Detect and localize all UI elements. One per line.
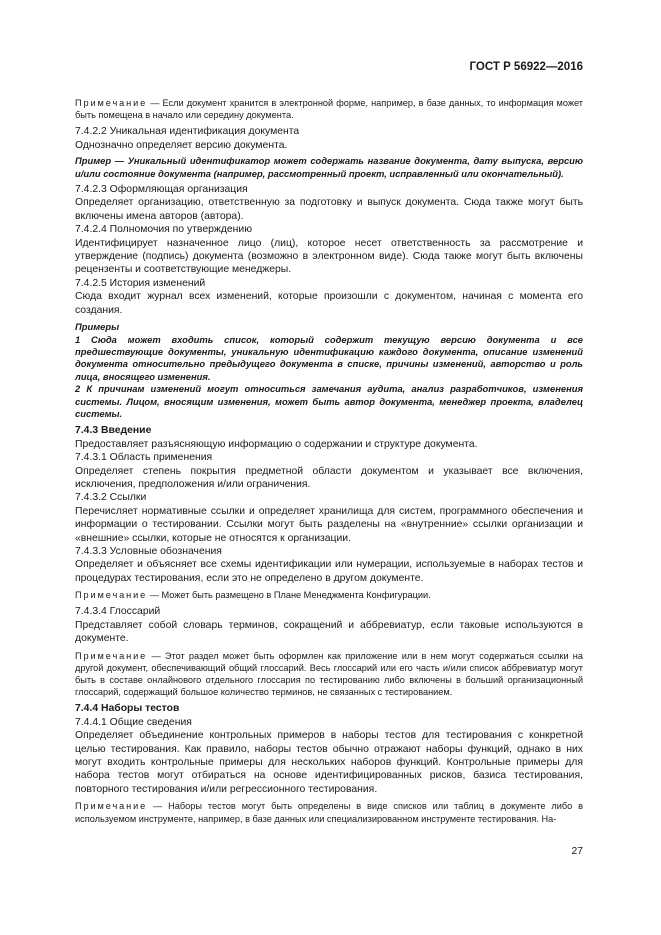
note-label: Примечание bbox=[75, 98, 148, 108]
paragraph: Определяет и объясняет все схемы идентификации или нумерации, используемые в наборах тестов и процедурах тестирования, если это не определено в другом документе. bbox=[75, 559, 583, 584]
note-text: — Если документ хранится в электронной форме, например, в базе данных, то информация может быть помещена в начало или середину документа. bbox=[75, 98, 583, 121]
paragraph: Определяет степень покрытия предметной области документом и указывает все включения, исключения, предположения и/или ограничения. bbox=[75, 465, 583, 490]
paragraph: Идентифицирует назначенное лицо (лиц), которое несет ответственность за рассмотрение и утверждение (подпись) документа (возможно в электронном виде). Сюда также могут быть включены рецензенты и соответствующие менеджеры. bbox=[75, 237, 583, 276]
examples-title: Примеры bbox=[75, 321, 120, 333]
paragraph: Определяет организацию, ответственную за подготовку и выпуск документа. Сюда также могут быть включены имена авторов (автора). bbox=[75, 197, 583, 222]
clause-heading: 7.4.2.5 История изменений bbox=[75, 277, 206, 289]
paragraph: Предоставляет разъясняющую информацию о содержании и структуре документа. bbox=[75, 438, 478, 450]
note bbox=[75, 589, 583, 601]
standard-code: ГОСТ Р 56922—2016 bbox=[469, 61, 583, 73]
note-label: Примечание bbox=[75, 590, 148, 601]
clause-heading: 7.4.4.1 Общие сведения bbox=[75, 716, 192, 728]
page-content bbox=[75, 93, 583, 829]
clause-heading: 7.4.3.2 Ссылки bbox=[75, 492, 147, 504]
clause-heading: 7.4.3.3 Условные обозначения bbox=[75, 546, 222, 557]
section-heading: 7.4.3 Введение bbox=[75, 425, 152, 437]
example: 1 Сюда может входить список, который содержит текущую версию документа и все предшествующие документы, уникальную идентификацию каждого документа, описание изменений документа относительно предыдущего документа в списке, причины изменений, авторство и роль лица, вносящего изменения. bbox=[75, 333, 583, 382]
clause-heading: 7.4.2.2 Уникальная идентификация документа bbox=[75, 126, 300, 138]
example: Пример — Уникальный идентификатор может содержать название документа, дату выпуска, версию и/или состояние документа (например, рассмотренный проект, исправленный или окончательный). bbox=[75, 155, 583, 179]
paragraph: Представляет собой словарь терминов, сокращений и аббревиатур, если таковые используются в документе. bbox=[75, 619, 583, 645]
note bbox=[75, 97, 583, 121]
clause-heading: 7.4.2.3 Оформляющая организация bbox=[75, 184, 248, 196]
note-label: Примечание bbox=[75, 801, 148, 812]
paragraph: Сюда входит журнал всех изменений, которые произошли с документом, начиная с момента его создания. bbox=[75, 291, 583, 316]
section-heading: 7.4.4 Наборы тестов bbox=[75, 703, 180, 715]
clause-heading: 7.4.3.4 Глоссарий bbox=[75, 606, 161, 618]
clause-heading: 7.4.3.1 Область применения bbox=[75, 452, 213, 464]
paragraph: Определяет объединение контрольных примеров в наборы тестов для тестирования с конкретной целью тестирования. Как правило, наборы тестов обычно отражают наборы функций, однако в них могут входить контрольные примеры для нескольких наборов функций. Контрольные примеры для набора тестов могут отбираться на основе идентифицированных рисков, базиса тестирования, повторного тестирования и/или регрессионного тестирования. bbox=[75, 730, 583, 795]
example: 2 К причинам изменений могут относиться замечания аудита, анализ разработчиков, изменения системы. Лицом, вносящим изменения, может быть автор документа, менеджер проекта, владелец системы. bbox=[75, 383, 583, 419]
note-text: — Наборы тестов могут быть определены в виде списков или таблиц в документе либо в используемом инструменте, например, в базе данных или специализированном инструменте тестирования. На- bbox=[75, 801, 583, 824]
note-label: Примечание bbox=[75, 650, 148, 661]
note-text: — Может быть размещено в Плане Менеджмента Конфигурации. bbox=[149, 590, 431, 601]
page-number: 27 bbox=[571, 846, 583, 857]
note bbox=[75, 800, 583, 824]
clause-heading: 7.4.2.4 Полномочия по утверждению bbox=[75, 224, 253, 236]
note bbox=[75, 650, 583, 699]
note-text: — Этот раздел может быть оформлен как приложение или в нем могут содержаться ссылки на другой документ, обеспечивающий общий глоссарий. Весь глоссарий или его часть и/или список аббревиатур могут быть в составе онлайнового отдельного глоссария по тестированию либо включены в больший организационный глоссарий, содержащий большое количество терминов, не связанных с тестированием. bbox=[75, 650, 583, 698]
paragraph: Перечисляет нормативные ссылки и определяет хранилища для систем, программного обеспечения и информации о тестировании. Ссылки могут быть разделены на «внутренние» ссылки организации и «внешние» ссылки, которые не относятся к организации. bbox=[75, 505, 583, 544]
paragraph: Однозначно определяет версию документа. bbox=[75, 139, 288, 151]
